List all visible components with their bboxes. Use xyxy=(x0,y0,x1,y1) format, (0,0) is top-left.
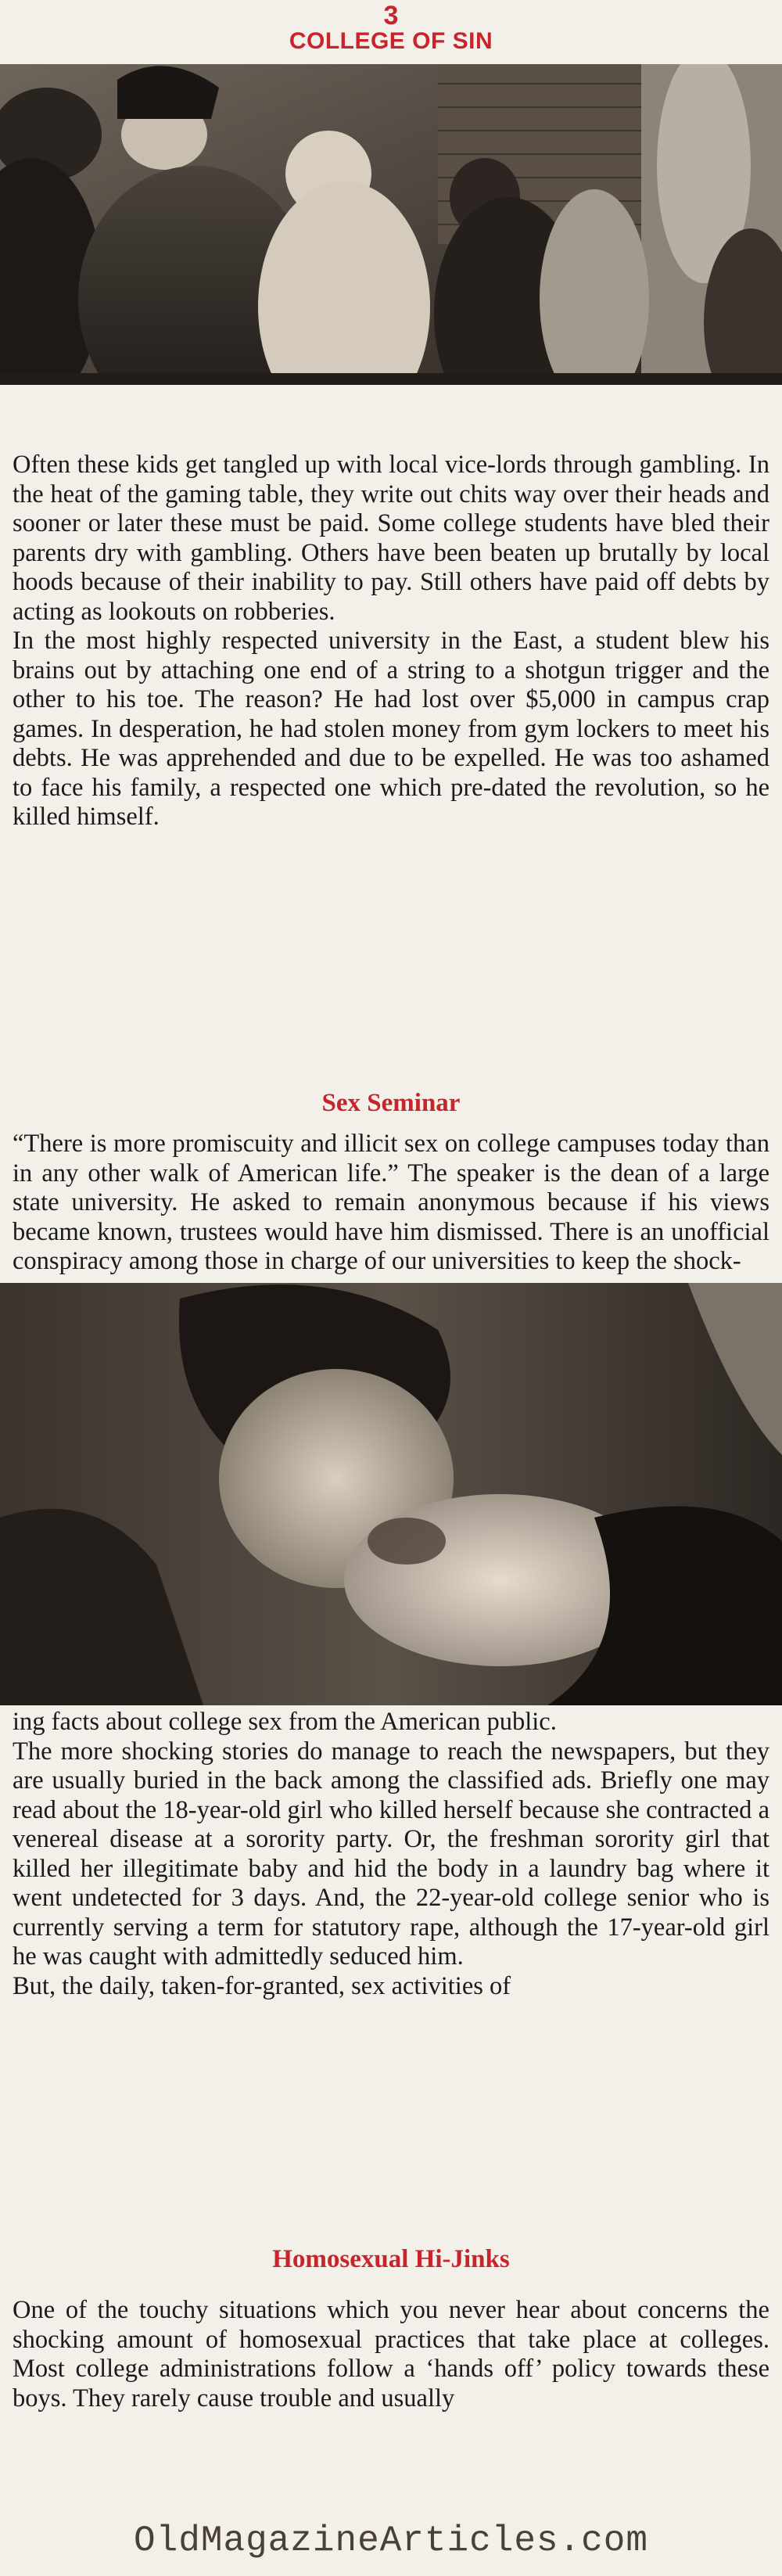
article-text-gambling xyxy=(13,451,769,832)
paragraph: Often these kids get tangled up with local vice-lords through gambling. In the heat of the gaming table, they write out chits way over their heads and sooner or later these must be paid. Some college students have bled their parents dry with gambling. Others have been beaten up brutally by local hoods because of their inability to pay. Still others have paid off debts by acting as lookouts on robberies. xyxy=(13,451,769,626)
paragraph: But, the daily, taken-for-granted, sex activities of xyxy=(13,1971,511,2000)
page-number: 3 xyxy=(383,1,399,31)
article-title: COLLEGE OF SIN xyxy=(289,28,493,54)
paragraph: “There is more promiscuity and illicit sex on college campuses today than in any other walk of American life.” The speaker is the dean of a large state university. He asked to remain anonymous because if his views became known, trustees would have him dismissed. There is an unofficial conspiracy among those in charge of our universities to keep the shock- xyxy=(13,1130,769,1275)
crowd-photo xyxy=(0,64,782,385)
article-text-sex-seminar xyxy=(13,1130,769,1277)
subhead-homosexual-hi-jinks: Homosexual Hi-Jinks xyxy=(272,2245,510,2273)
couple-photo xyxy=(0,1283,782,1705)
article-text-hi-jinks xyxy=(13,2296,769,2413)
article-text-college-sex xyxy=(13,1708,769,2001)
paragraph: One of the touchy situations which you never hear about concerns the shocking amount of homosexual practices that take place at colleges. Most college administrations follow a ‘hands off’ policy towards these boys. They rarely cause trouble and usually xyxy=(13,2296,769,2413)
subhead-sex-seminar: Sex Seminar xyxy=(321,1089,461,1117)
paragraph: The more shocking stories do manage to reach the newspapers, but they are usually buried in the back among the classified ads. Briefly one may read about the 18-year-old girl who killed herself because she contracted a venereal disease at a sorority party. Or, the freshman sorority girl that killed her illegitimate baby and hid the body in a laundry bag where it went undetected for 3 days. And, the 22-year-old college senior who is currently serving a term for statutory rape, although the 17-year-old girl he was caught with admittedly seduced him. xyxy=(13,1737,769,1971)
paragraph: In the most highly respected university in the East, a student blew his brains out by attaching one end of a string to a shotgun trigger and the other to his toe. The reason? He had lost over $5,000 in campus crap games. In desperation, he had stolen money from gym lockers to meet his debts. He was apprehended and due to be expelled. He was too ashamed to face his family, a respected one which pre-dated the revolution, so he killed himself. xyxy=(13,627,769,831)
paragraph: ing facts about college sex from the American public. xyxy=(13,1708,557,1736)
site-watermark: OldMagazineArticles.com xyxy=(134,2520,648,2561)
